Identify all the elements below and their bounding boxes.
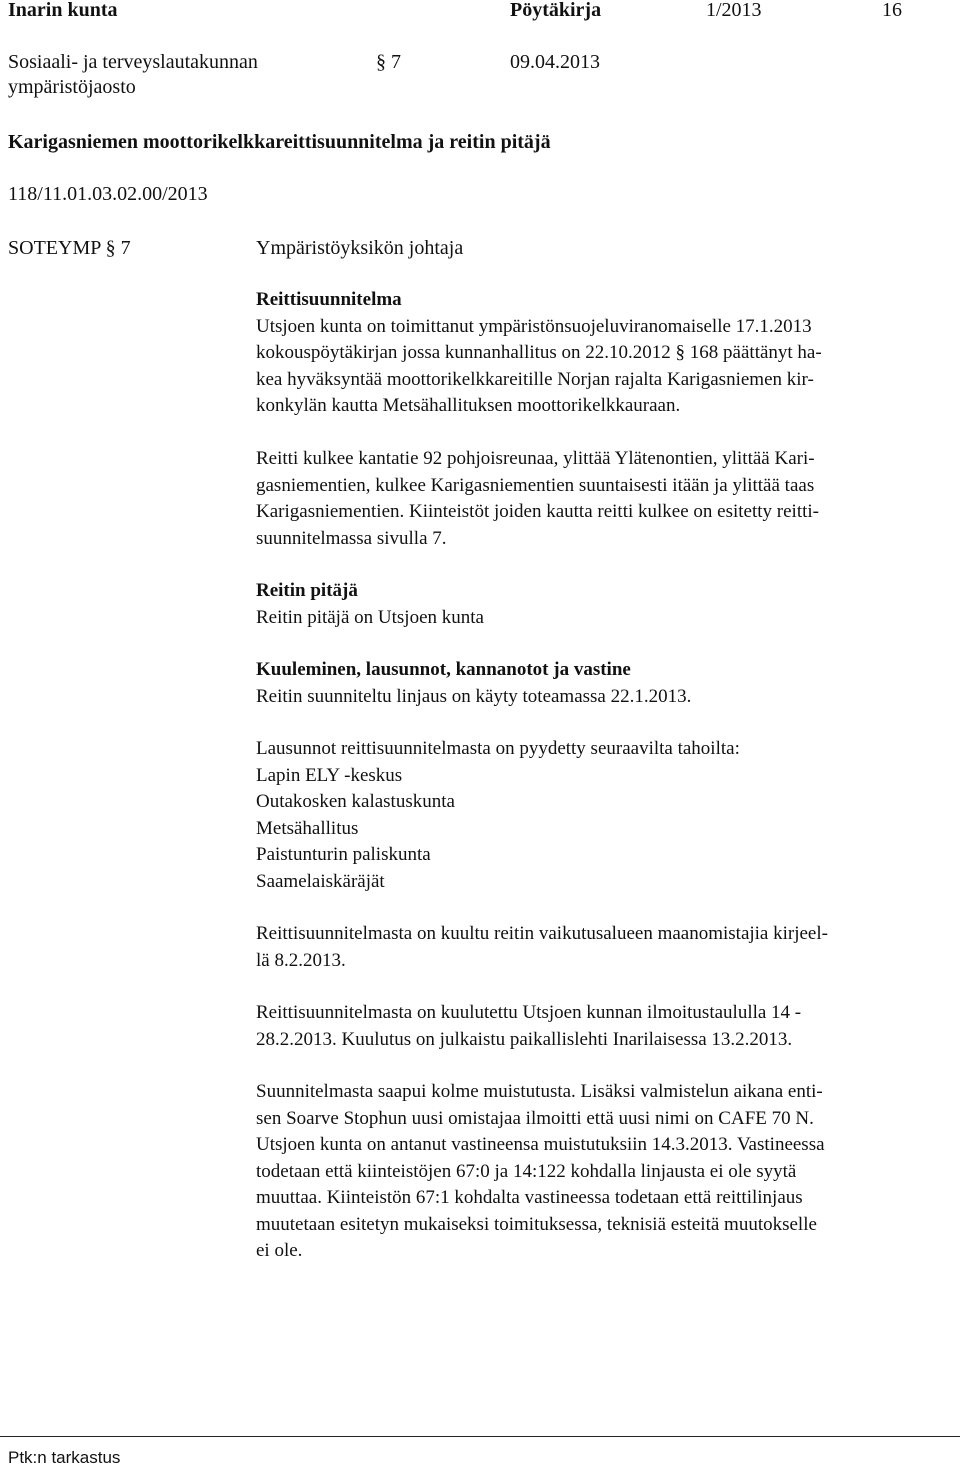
document-type: Pöytäkirja <box>510 0 602 21</box>
agenda-reference: SOTEYMP § 7 <box>8 237 131 259</box>
paragraph-line: Utsjoen kunta on antanut vastineensa muistutuksiin 14.3.2013. Vastineessa <box>256 1134 825 1155</box>
kuuleminen-section <box>256 657 946 710</box>
lausunto-item: Metsähallitus <box>256 817 359 839</box>
paragraph-line: lä 8.2.2013. <box>256 949 346 971</box>
paragraph-line: muuttaa. Kiinteistön 67:1 kohdalta vastineessa todetaan että reittilinjaus <box>256 1187 803 1208</box>
paragraph-line: gasniementien, kulkee Karigasniementien suuntaisesti itään ja ylittää taas <box>256 474 815 496</box>
paragraph-line: kokouspöytäkirjan jossa kunnanhallitus on 22.10.2012 § 168 päättänyt ha- <box>256 342 822 363</box>
paragraph-line: Utsjoen kunta on toimittanut ympäristönsuojeluviranomaiselle 17.1.2013 <box>256 315 812 337</box>
paragraph-line: konkylän kautta Metsähallituksen moottorikelkkauraan. <box>256 395 681 416</box>
paragraph-line: 28.2.2013. Kuulutus on julkaistu paikallislehti Inarilaisessa 13.2.2013. <box>256 1028 793 1050</box>
preparer: Ympäristöyksikön johtaja <box>256 237 464 259</box>
page-number: 16 <box>882 0 902 21</box>
reitin-pitaja-section <box>256 578 946 631</box>
paragraph-line: suunnitelmassa sivulla 7. <box>256 527 447 549</box>
kuuleminen-heading: Kuuleminen, lausunnot, kannanotot ja vastine <box>256 659 631 680</box>
lausunto-item: Outakosken kalastuskunta <box>256 791 455 812</box>
document-title: Karigasniemen moottorikelkkareittisuunnitelma ja reitin pitäjä <box>8 131 551 153</box>
paragraph-line: todetaan että kiinteistöjen 67:0 ja 14:122 kohdalla linjausta ei ole syytä <box>256 1160 797 1182</box>
paragraph-line: muutetaan esitetyn mukaiseksi toimituksessa, teknisiä esteitä muutokselle <box>256 1213 817 1235</box>
paragraph-line: Reittisuunnitelmasta on kuultu reitin vaikutusalueen maanomistajia kirjeel- <box>256 923 828 944</box>
footer-label: Ptk:n tarkastus <box>8 1448 121 1467</box>
paragraph-line: Karigasniementien. Kiinteistöt joiden kautta reitti kulkee on esitetty reitti- <box>256 501 819 522</box>
kuuleminen-text: Reitin suunniteltu linjaus on käyty toteamassa 22.1.2013. <box>256 685 692 707</box>
paragraph-line: sen Soarve Stophun uusi omistajaa ilmoitti että uusi nimi on CAFE 70 N. <box>256 1107 814 1129</box>
lausunto-item: Paistunturin paliskunta <box>256 844 431 865</box>
lausunto-item: Lapin ELY -keskus <box>256 764 403 786</box>
lausunto-item: Saamelaiskäräjät <box>256 870 385 892</box>
lausunnot-intro: Lausunnot reittisuunnitelmasta on pyydetty seuraavilta tahoilta: <box>256 738 740 759</box>
route-description <box>256 446 946 552</box>
paragraph-line: Reittisuunnitelmasta on kuulutettu Utsjoen kunnan ilmoitustaululla 14 - <box>256 1002 802 1023</box>
announcement-paragraph <box>256 1000 946 1053</box>
org-name: Inarin kunta <box>8 0 118 21</box>
reitin-pitaja-heading: Reitin pitäjä <box>256 580 358 601</box>
reminders-paragraph <box>256 1079 946 1265</box>
paragraph-line: ei ole. <box>256 1240 303 1261</box>
lausunnot-section <box>256 736 946 895</box>
reittisuunnitelma-heading: Reittisuunnitelma <box>256 289 402 310</box>
paragraph-line: kea hyväksyntää moottorikelkkareitille Norjan rajalta Karigasniemen kir- <box>256 368 814 390</box>
committee-name-line2: ympäristöjaosto <box>8 76 136 98</box>
reitin-pitaja-text: Reitin pitäjä on Utsjoen kunta <box>256 606 484 628</box>
reittisuunnitelma-section <box>256 287 946 420</box>
footer-divider <box>0 1436 960 1437</box>
meeting-date: 09.04.2013 <box>510 51 600 73</box>
case-number: 118/11.01.03.02.00/2013 <box>8 183 208 205</box>
landowner-paragraph <box>256 921 946 974</box>
section-reference: § 7 <box>376 51 401 73</box>
paragraph-line: Reitti kulkee kantatie 92 pohjoisreunaa, ylittää Ylätenontien, ylittää Kari- <box>256 448 815 469</box>
paragraph-line: Suunnitelmasta saapui kolme muistutusta. Lisäksi valmistelun aikana enti- <box>256 1081 823 1102</box>
committee-name-line1: Sosiaali- ja terveyslautakunnan <box>8 51 258 73</box>
document-number: 1/2013 <box>706 0 762 21</box>
